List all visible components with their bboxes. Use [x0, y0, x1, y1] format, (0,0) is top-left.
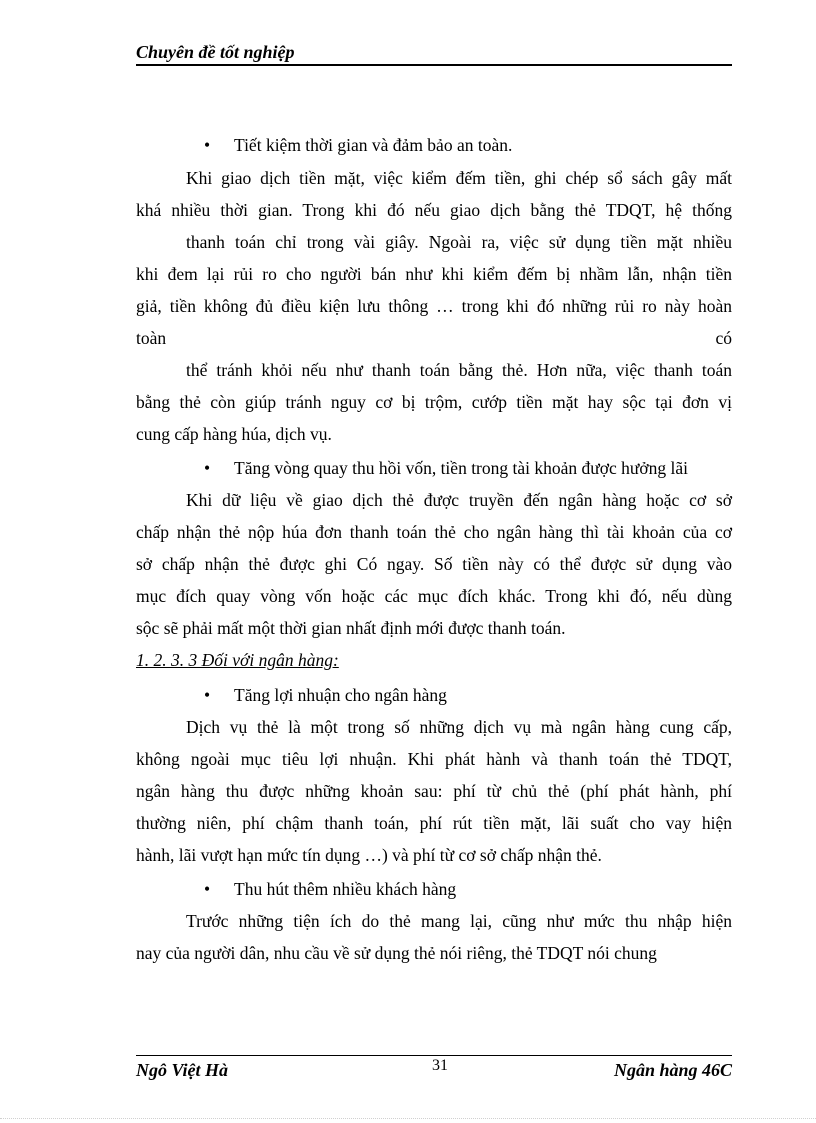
paragraph-line: sộc sẽ phải mất một thời gian nhất định mới được thanh toán. — [136, 618, 566, 638]
paragraph-line: cung cấp hàng húa, dịch vụ. — [136, 424, 332, 444]
bullet-icon: • — [204, 879, 211, 899]
paragraph-line: chấp nhận thẻ nộp húa đơn thanh toán thẻ cho ngân hàng thì tài khoản của cơ — [136, 522, 732, 542]
bullet-item — [204, 457, 688, 479]
section-heading: 1. 2. 3. 3 Đối với ngân hàng: — [136, 650, 339, 670]
paragraph-line: nay của người dân, nhu cầu về sử dụng thẻ nói riêng, thẻ TDQT nói chung — [136, 943, 657, 963]
paragraph-line: toàn — [136, 328, 167, 348]
footer-class: Ngân hàng 46C — [613, 1060, 732, 1080]
paragraph-line: có — [715, 328, 732, 348]
bullet-item — [204, 684, 447, 706]
paragraph-line: thanh toán chỉ trong vài giây. Ngoài ra, việc sử dụng tiền mặt nhiều — [186, 232, 732, 252]
bullet-item — [204, 878, 456, 900]
header-title: Chuyên đề tốt nghiệp — [136, 42, 295, 62]
bullet-text: Thu hút thêm nhiều khách hàng — [234, 879, 457, 899]
paragraph-line: khi đem lại rủi ro cho người bán như khi kiểm đếm bị nhầm lẫn, nhận tiền — [136, 264, 732, 284]
bullet-icon: • — [204, 135, 211, 155]
paragraph-line: khá nhiều thời gian. Trong khi đó nếu giao dịch bằng thẻ TDQT, hệ thống — [136, 200, 732, 220]
paragraph-line: thể tránh khỏi nếu như thanh toán bằng thẻ. Hơn nữa, việc thanh toán — [186, 360, 732, 380]
page-edge-divider — [0, 1118, 816, 1119]
paragraph-line: hành, lãi vượt hạn mức tín dụng …) và phí từ cơ sở chấp nhận thẻ. — [136, 845, 602, 865]
bullet-text: Tiết kiệm thời gian và đảm bảo an toàn. — [234, 135, 513, 155]
paragraph-line: Khi giao dịch tiền mặt, việc kiểm đếm tiền, ghi chép sổ sách gây mất — [186, 168, 732, 188]
bullet-text: Tăng vòng quay thu hồi vốn, tiền trong tài khoản được hưởng lãi — [234, 458, 689, 478]
paragraph-line: Khi dữ liệu về giao dịch thẻ được truyền đến ngân hàng hoặc cơ sở — [186, 490, 732, 510]
bullet-item — [204, 134, 512, 156]
page-number: 31 — [432, 1057, 448, 1074]
paragraph-line: mục đích quay vòng vốn hoặc các mục đích khác. Trong khi đó, nếu dùng — [136, 586, 732, 606]
paragraph-line: giả, tiền không đủ điều kiện lưu thông … trong khi đó những rủi ro này hoàn — [136, 296, 732, 316]
paragraph-line: không ngoài mục tiêu lợi nhuận. Khi phát hành và thanh toán thẻ TDQT, — [136, 749, 732, 769]
paragraph-line: ngân hàng thu được những khoản sau: phí từ chủ thẻ (phí phát hành, phí — [136, 781, 732, 801]
paragraph-line: sở chấp nhận thẻ được ghi Có ngay. Số tiền này có thể được sử dụng vào — [136, 554, 732, 574]
paragraph-line: Trước những tiện ích do thẻ mang lại, cũng như mức thu nhập hiện — [186, 911, 732, 931]
header-rule — [136, 64, 732, 66]
bullet-icon: • — [204, 685, 211, 705]
bullet-text: Tăng lợi nhuận cho ngân hàng — [234, 685, 447, 705]
footer-author: Ngô Việt Hà — [136, 1060, 229, 1080]
paragraph-line: Dịch vụ thẻ là một trong số những dịch vụ mà ngân hàng cung cấp, — [186, 717, 732, 737]
bullet-icon: • — [204, 458, 211, 478]
footer-rule — [136, 1055, 732, 1056]
paragraph-line: thường niên, phí chậm thanh toán, phí rút tiền mặt, lãi suất cho vay hiện — [136, 813, 732, 833]
paragraph-line: bằng thẻ còn giúp tránh nguy cơ bị trộm, cướp tiền mặt hay sộc tại đơn vị — [136, 392, 732, 412]
